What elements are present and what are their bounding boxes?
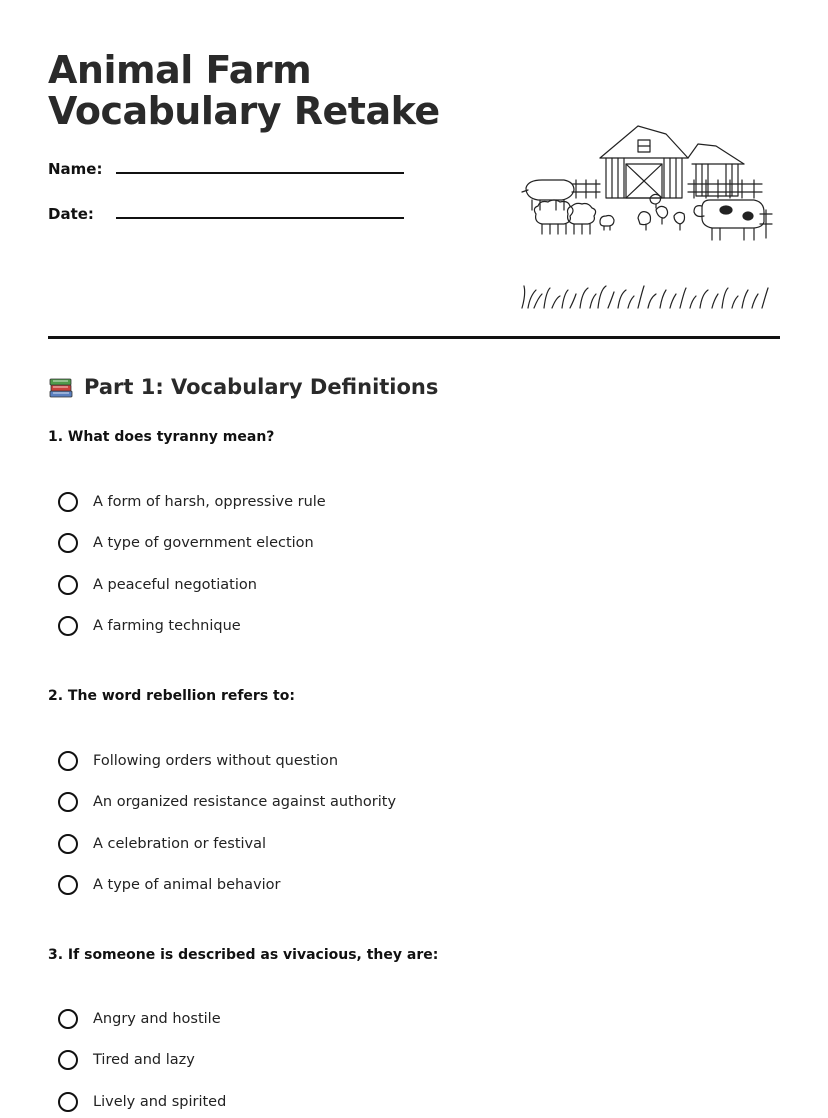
option-label: A type of government election <box>93 535 314 551</box>
page-title: Animal Farm Vocabulary Retake <box>48 48 440 133</box>
radio-button[interactable] <box>58 751 78 771</box>
question-2: 2. The word rebellion refers to: <box>48 688 295 704</box>
radio-button[interactable] <box>58 792 78 812</box>
q3-option-1[interactable] <box>58 1007 221 1031</box>
question-3: 3. If someone is described as vivacious, they are: <box>48 947 439 963</box>
date-label: Date: <box>48 205 94 223</box>
radio-button[interactable] <box>58 1050 78 1070</box>
option-label: A peaceful negotiation <box>93 577 257 593</box>
name-field <box>48 160 102 178</box>
q1-option-2[interactable] <box>58 531 314 555</box>
q1-option-4[interactable] <box>58 614 241 638</box>
q2-option-2[interactable] <box>58 790 396 814</box>
option-label: An organized resistance against authority <box>93 794 397 810</box>
q2-option-4[interactable] <box>58 873 281 897</box>
radio-button[interactable] <box>58 875 78 895</box>
q3-option-3[interactable] <box>58 1090 226 1114</box>
radio-button[interactable] <box>58 533 78 553</box>
q1-option-3[interactable] <box>58 573 257 597</box>
option-label: Tired and lazy <box>93 1052 195 1068</box>
name-label: Name: <box>48 160 103 178</box>
question-1: 1. What does tyranny mean? <box>48 429 275 445</box>
option-label: Lively and spirited <box>93 1094 227 1110</box>
section-title: Part 1: Vocabulary Definitions <box>84 375 439 399</box>
name-input-line[interactable] <box>116 172 404 174</box>
option-label: Following orders without question <box>93 753 339 769</box>
radio-button[interactable] <box>58 616 78 636</box>
date-field <box>48 205 94 223</box>
radio-button[interactable] <box>58 834 78 854</box>
section-divider <box>48 336 780 339</box>
option-label: A celebration or festival <box>93 836 267 852</box>
q3-option-2[interactable] <box>58 1048 195 1072</box>
books-icon <box>48 374 74 400</box>
date-input-line[interactable] <box>116 217 404 219</box>
q2-option-1[interactable] <box>58 749 338 773</box>
radio-button[interactable] <box>58 492 78 512</box>
q1-option-1[interactable] <box>58 490 326 514</box>
radio-button[interactable] <box>58 1009 78 1029</box>
radio-button[interactable] <box>58 1092 78 1112</box>
option-label: A form of harsh, oppressive rule <box>93 494 326 510</box>
q2-option-3[interactable] <box>58 832 266 856</box>
farm-illustration <box>516 118 778 318</box>
option-label: Angry and hostile <box>93 1011 221 1027</box>
option-label: A farming technique <box>93 618 241 634</box>
section-heading <box>48 374 438 400</box>
radio-button[interactable] <box>58 575 78 595</box>
option-label: A type of animal behavior <box>93 877 281 893</box>
